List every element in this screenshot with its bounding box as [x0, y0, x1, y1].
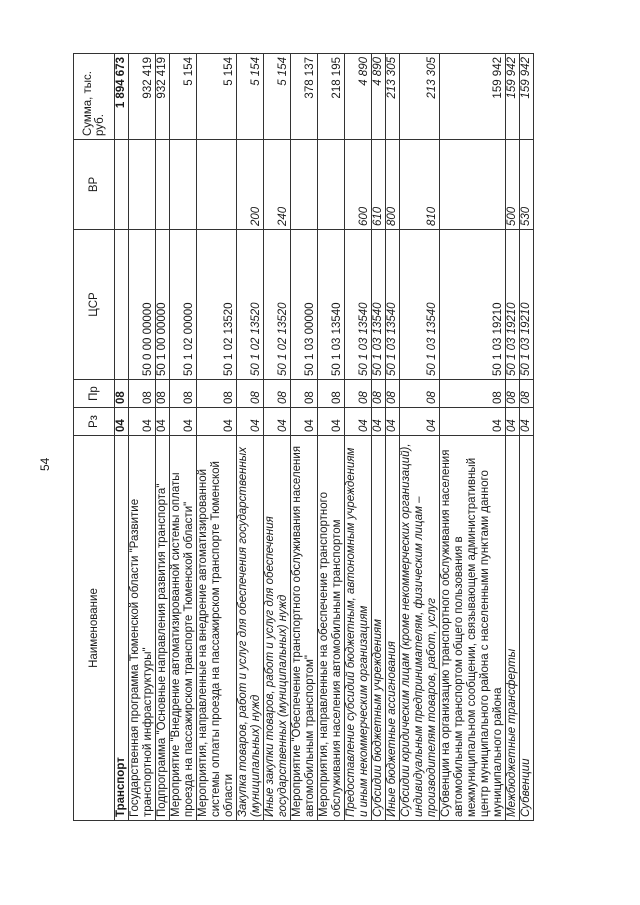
cell-sum: 213 305 [400, 54, 440, 140]
cell-sum: 159 942 [520, 54, 534, 140]
header-sum: Сумма, тыс. руб. [74, 54, 115, 140]
cell-csr: 50 1 03 13540 [400, 230, 440, 380]
cell-name: Иные бюджетные ассигнования [386, 436, 400, 821]
table-row [372, 54, 386, 821]
header-rz: Рз [74, 408, 115, 436]
cell-vr [129, 140, 156, 230]
cell-vr: 530 [520, 140, 534, 230]
cell-pr: 08 [115, 380, 129, 408]
cell-pr: 08 [156, 380, 170, 408]
cell-csr: 50 1 02 13520 [264, 230, 291, 380]
header-pr: Пр [74, 380, 115, 408]
cell-name: Государственная программа Тюменской области "Развитие транспортной инфраструктуры" [129, 436, 156, 821]
cell-sum: 1 894 673 [115, 54, 129, 140]
table-row [115, 54, 129, 821]
cell-csr: 50 1 00 00000 [156, 230, 170, 380]
cell-csr: 50 1 03 13540 [386, 230, 400, 380]
table-row [237, 54, 264, 821]
cell-csr: 50 1 03 00000 [291, 230, 318, 380]
cell-csr: 50 1 02 13520 [197, 230, 237, 380]
cell-vr: 800 [386, 140, 400, 230]
table-row [506, 54, 520, 821]
cell-rz: 04 [386, 408, 400, 436]
cell-rz: 04 [291, 408, 318, 436]
table-row [156, 54, 170, 821]
cell-rz: 04 [372, 408, 386, 436]
cell-rz: 04 [170, 408, 197, 436]
table-row [318, 54, 345, 821]
cell-csr: 50 1 03 13540 [318, 230, 345, 380]
cell-name: Мероприятие "Обеспечение транспортного обслуживания населения автомобильным транспортом" [291, 436, 318, 821]
cell-rz: 04 [237, 408, 264, 436]
cell-name: Предоставление субсидий бюджетным, автономным учреждениям и иным некоммерческим организациям [345, 436, 372, 821]
table-row [520, 54, 534, 821]
cell-name: Мероприятия, направленные на внедрение автоматизированной системы оплаты проезда на пассажирском транспорте Тюменской области [197, 436, 237, 821]
cell-vr: 610 [372, 140, 386, 230]
cell-name: Субсидии юридическим лицам (кроме некоммерческих организаций), индивидуальным предпринимателям, физическим лицам – производителям товаров, работ, услуг [400, 436, 440, 821]
cell-name: Межбюджетные трансферты [506, 436, 520, 821]
cell-vr: 200 [237, 140, 264, 230]
cell-csr: 50 1 02 00000 [170, 230, 197, 380]
cell-pr: 08 [318, 380, 345, 408]
cell-pr: 08 [197, 380, 237, 408]
cell-rz: 04 [129, 408, 156, 436]
cell-sum: 378 137 [291, 54, 318, 140]
cell-vr [170, 140, 197, 230]
cell-csr: 50 1 03 19210 [520, 230, 534, 380]
cell-name: Мероприятие "Внедрение автоматизированной системы оплаты проезда на пассажирском транспорте Тюменской области" [170, 436, 197, 821]
cell-name: Субвенции [520, 436, 534, 821]
cell-sum: 5 154 [197, 54, 237, 140]
cell-vr [156, 140, 170, 230]
table-row [291, 54, 318, 821]
cell-pr: 08 [386, 380, 400, 408]
table-row [440, 54, 506, 821]
cell-rz: 04 [506, 408, 520, 436]
cell-pr: 08 [520, 380, 534, 408]
table-row [264, 54, 291, 821]
cell-rz: 04 [115, 408, 129, 436]
cell-vr [318, 140, 345, 230]
cell-sum: 4 890 [345, 54, 372, 140]
cell-sum: 932 419 [156, 54, 170, 140]
cell-csr: 50 1 03 19210 [506, 230, 520, 380]
cell-csr: 50 0 00 00000 [129, 230, 156, 380]
cell-pr: 08 [372, 380, 386, 408]
table-row [345, 54, 372, 821]
cell-sum: 4 890 [372, 54, 386, 140]
table-row [170, 54, 197, 821]
cell-name: Транспорт [115, 436, 129, 821]
cell-name: Иные закупки товаров, работ и услуг для обеспечения государственных (муниципальных) нужд [264, 436, 291, 821]
header-vr: ВР [74, 140, 115, 230]
cell-vr [197, 140, 237, 230]
cell-sum: 932 419 [129, 54, 156, 140]
cell-pr: 08 [129, 380, 156, 408]
table-row [197, 54, 237, 821]
cell-rz: 04 [400, 408, 440, 436]
cell-name: Мероприятия, направленные на обеспечение транспортного обслуживания населения автомобильным транспортом [318, 436, 345, 821]
cell-csr [115, 230, 129, 380]
cell-csr: 50 1 03 13540 [345, 230, 372, 380]
cell-pr: 08 [440, 380, 506, 408]
header-name: Наименование [74, 436, 115, 821]
cell-rz: 04 [318, 408, 345, 436]
cell-sum: 218 195 [318, 54, 345, 140]
cell-sum: 159 942 [440, 54, 506, 140]
cell-vr: 500 [506, 140, 520, 230]
cell-pr: 08 [170, 380, 197, 408]
cell-rz: 04 [197, 408, 237, 436]
cell-rz: 04 [156, 408, 170, 436]
cell-name: Подпрограмма "Основные направления развития транспорта" [156, 436, 170, 821]
cell-rz: 04 [345, 408, 372, 436]
page-number: 54 [38, 457, 52, 471]
cell-vr [291, 140, 318, 230]
cell-pr: 08 [237, 380, 264, 408]
cell-rz: 04 [520, 408, 534, 436]
table-header-row [74, 54, 115, 821]
budget-table [73, 53, 534, 821]
table-body [115, 54, 534, 821]
cell-sum: 213 305 [386, 54, 400, 140]
table-row [386, 54, 400, 821]
cell-vr [115, 140, 129, 230]
cell-name: Субвенции на организацию транспортного обслуживания населения автомобильным транспортом общего пользования в межмуниципальном сообщении, связывающем административный центр муниципального района с населенными пунктами данного муниципального района [440, 436, 506, 821]
cell-name: Субсидии бюджетным учреждениям [372, 436, 386, 821]
cell-pr: 08 [291, 380, 318, 408]
cell-pr: 08 [400, 380, 440, 408]
cell-sum: 5 154 [170, 54, 197, 140]
cell-rz: 04 [264, 408, 291, 436]
cell-vr: 240 [264, 140, 291, 230]
cell-csr: 50 1 03 13540 [372, 230, 386, 380]
cell-sum: 5 154 [264, 54, 291, 140]
cell-pr: 08 [506, 380, 520, 408]
cell-vr [440, 140, 506, 230]
cell-sum: 5 154 [237, 54, 264, 140]
cell-vr: 600 [345, 140, 372, 230]
cell-csr: 50 1 03 19210 [440, 230, 506, 380]
table-row [400, 54, 440, 821]
cell-name: Закупка товаров, работ и услуг для обеспечения государственных (муниципальных) нужд [237, 436, 264, 821]
cell-vr: 810 [400, 140, 440, 230]
cell-pr: 08 [345, 380, 372, 408]
cell-sum: 159 942 [506, 54, 520, 140]
cell-csr: 50 1 02 13520 [237, 230, 264, 380]
cell-rz: 04 [440, 408, 506, 436]
header-csr: ЦСР [74, 230, 115, 380]
cell-pr: 08 [264, 380, 291, 408]
table-row [129, 54, 156, 821]
